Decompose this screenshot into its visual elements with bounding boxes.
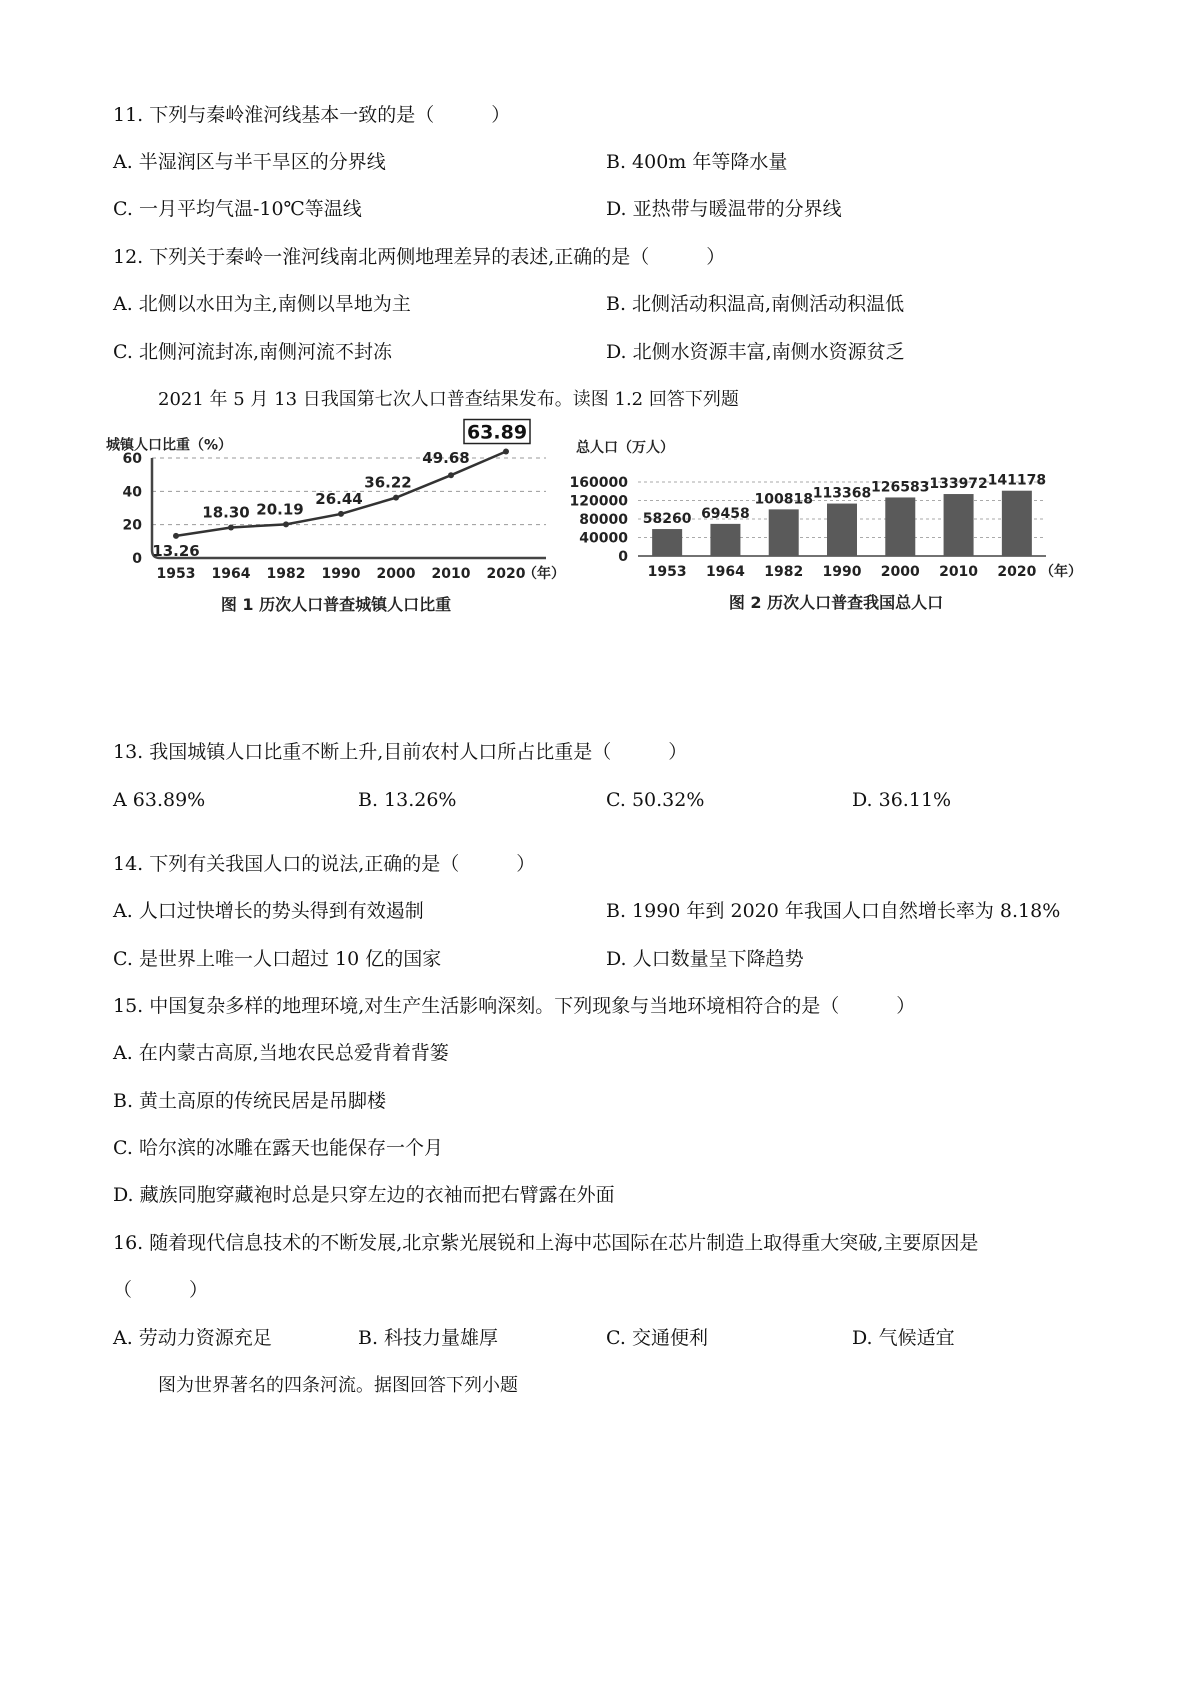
bar bbox=[885, 497, 915, 556]
q16-option-a: A. 劳动力资源充足 bbox=[113, 1327, 272, 1349]
y-tick-label: 160000 bbox=[569, 475, 628, 491]
data-point bbox=[173, 533, 179, 539]
data-label: 26.44 bbox=[315, 489, 363, 508]
data-label: 36.22 bbox=[364, 473, 412, 492]
bar bbox=[944, 494, 974, 556]
x-axis-unit: （年） bbox=[1040, 564, 1082, 580]
data-label: 20.19 bbox=[256, 500, 304, 519]
x-tick-label: 1982 bbox=[764, 564, 804, 580]
bar bbox=[1002, 491, 1032, 556]
y-tick-label: 20 bbox=[122, 517, 142, 534]
q13-option-c: C. 50.32% bbox=[606, 789, 705, 811]
y-tick-label: 120000 bbox=[569, 493, 628, 510]
x-tick-label: 1953 bbox=[647, 564, 687, 580]
y-tick-label: 0 bbox=[618, 549, 628, 565]
rivers-intro: 图为世界著名的四条河流。据图回答下列小题 bbox=[158, 1375, 518, 1396]
chart-title: 图 2 历次人口普查我国总人口 bbox=[728, 593, 944, 612]
question-15-stem: 15. 中国复杂多样的地理环境,对生产生活影响深刻。下列现象与当地环境相符合的是（ ） bbox=[113, 995, 916, 1017]
bar bbox=[710, 524, 740, 556]
q16-option-c: C. 交通便利 bbox=[606, 1327, 708, 1349]
data-label: 100818 bbox=[754, 491, 813, 508]
q16-answer-paren: （ ） bbox=[113, 1279, 209, 1301]
q11-option-b: B. 400m 年等降水量 bbox=[606, 151, 788, 173]
y-tick-label: 40000 bbox=[579, 530, 628, 547]
q13-option-b: B. 13.26% bbox=[358, 789, 457, 811]
data-label: 141178 bbox=[987, 472, 1047, 489]
question-16-stem: 16. 随着现代信息技术的不断发展,北京紫光展锐和上海中芯国际在芯片制造上取得重大突破,主要原因是 bbox=[113, 1232, 979, 1254]
q14-option-a: A. 人口过快增长的势头得到有效遏制 bbox=[113, 900, 424, 922]
q11-option-a: A. 半湿润区与半干旱区的分界线 bbox=[113, 151, 386, 173]
data-label: 13.26 bbox=[152, 541, 200, 560]
q15-option-c: C. 哈尔滨的冰雕在露天也能保存一个月 bbox=[113, 1137, 443, 1159]
q14-option-c: C. 是世界上唯一人口超过 10 亿的国家 bbox=[113, 948, 442, 970]
data-point bbox=[228, 525, 234, 531]
data-point bbox=[283, 521, 289, 527]
data-point bbox=[503, 449, 509, 455]
y-axis-label: 总人口（万人） bbox=[576, 440, 674, 456]
q13-option-a: A 63.89% bbox=[113, 789, 206, 811]
total-population-chart bbox=[566, 438, 1082, 668]
census-intro: 2021 年 5 月 13 日我国第七次人口普查结果发布。读图 1.2 回答下列题 bbox=[158, 389, 739, 410]
urban-population-chart bbox=[106, 421, 566, 668]
data-label: 133972 bbox=[929, 476, 988, 493]
y-axis-label: 城镇人口比重（%） bbox=[106, 437, 233, 454]
question-14-stem: 14. 下列有关我国人口的说法,正确的是（ ） bbox=[113, 853, 536, 875]
data-point bbox=[448, 472, 454, 478]
q12-option-b: B. 北侧活动积温高,南侧活动积温低 bbox=[606, 293, 905, 315]
y-tick-label: 0 bbox=[132, 551, 142, 567]
question-11-stem: 11. 下列与秦岭淮河线基本一致的是（ ） bbox=[113, 104, 511, 126]
q12-option-c: C. 北侧河流封冻,南侧河流不封冻 bbox=[113, 341, 392, 363]
data-label: 69458 bbox=[701, 505, 750, 522]
q14-option-d: D. 人口数量呈下降趋势 bbox=[606, 948, 804, 970]
y-tick-label: 40 bbox=[122, 484, 142, 501]
q16-option-d: D. 气候适宜 bbox=[852, 1327, 955, 1349]
data-label: 18.30 bbox=[202, 503, 250, 522]
chart-title: 图 1 历次人口普查城镇人口比重 bbox=[220, 595, 452, 614]
x-axis-unit: （年） bbox=[523, 566, 565, 582]
q15-option-b: B. 黄土高原的传统民居是吊脚楼 bbox=[113, 1090, 387, 1112]
bar bbox=[769, 509, 799, 556]
data-point bbox=[393, 495, 399, 501]
data-label: 113368 bbox=[812, 485, 872, 502]
q16-option-b: B. 科技力量雄厚 bbox=[358, 1327, 499, 1349]
x-tick-label: 2020 bbox=[997, 564, 1037, 580]
x-tick-label: 2010 bbox=[939, 564, 979, 580]
q13-option-d: D. 36.11% bbox=[852, 789, 952, 811]
y-tick-label: 60 bbox=[122, 451, 142, 467]
q12-option-d: D. 北侧水资源丰富,南侧水资源贫乏 bbox=[606, 341, 905, 363]
x-tick-label: 1982 bbox=[266, 566, 306, 582]
q15-option-d: D. 藏族同胞穿藏袍时总是只穿左边的衣袖而把右臂露在外面 bbox=[113, 1184, 615, 1206]
x-tick-label: 1990 bbox=[822, 564, 862, 580]
x-tick-label: 1990 bbox=[321, 566, 361, 582]
data-label: 58260 bbox=[642, 511, 692, 528]
data-label: 63.89 bbox=[466, 421, 528, 444]
q15-option-a: A. 在内蒙古高原,当地农民总爱背着背篓 bbox=[113, 1042, 449, 1064]
x-tick-label: 1964 bbox=[705, 564, 745, 580]
x-tick-label: 1953 bbox=[156, 566, 196, 582]
bar bbox=[827, 504, 857, 556]
q11-option-d: D. 亚热带与暖温带的分界线 bbox=[606, 198, 842, 220]
question-12-stem: 12. 下列关于秦岭一淮河线南北两侧地理差异的表述,正确的是（ ） bbox=[113, 246, 726, 268]
data-label: 49.68 bbox=[422, 449, 470, 468]
q11-option-c: C. 一月平均气温-10℃等温线 bbox=[113, 198, 362, 220]
x-tick-label: 2000 bbox=[376, 566, 416, 582]
x-tick-label: 2010 bbox=[431, 566, 471, 582]
bar bbox=[652, 529, 682, 556]
data-label: 126583 bbox=[871, 479, 930, 496]
x-tick-label: 2000 bbox=[880, 564, 920, 580]
x-tick-label: 2020 bbox=[486, 566, 526, 582]
q12-option-a: A. 北侧以水田为主,南侧以旱地为主 bbox=[113, 293, 411, 315]
q14-option-b: B. 1990 年到 2020 年我国人口自然增长率为 8.18% bbox=[606, 900, 1061, 922]
x-tick-label: 1964 bbox=[211, 566, 251, 582]
y-tick-label: 80000 bbox=[579, 512, 628, 528]
question-13-stem: 13. 我国城镇人口比重不断上升,目前农村人口所占比重是（ ） bbox=[113, 741, 688, 763]
data-point bbox=[338, 511, 344, 517]
